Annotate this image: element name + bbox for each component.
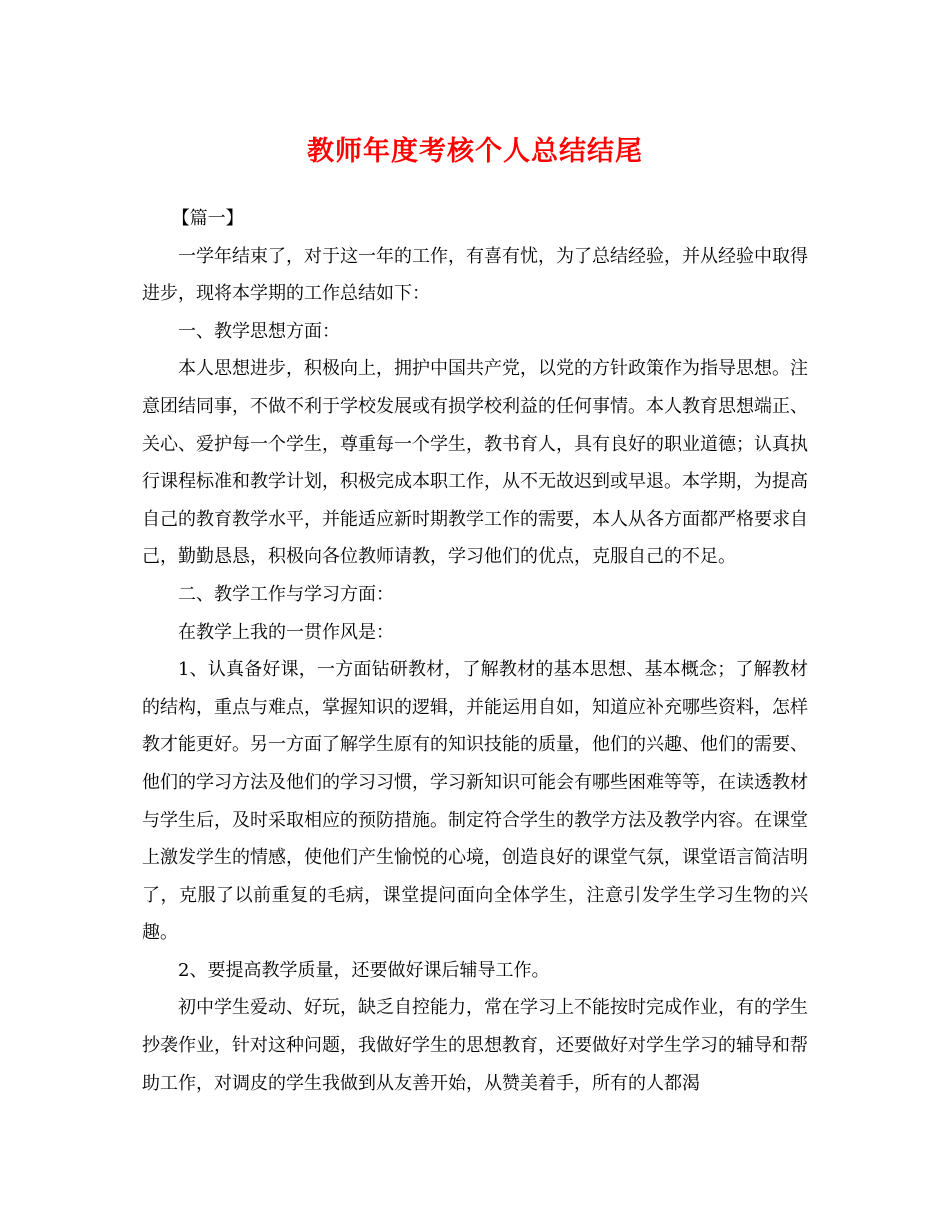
- student-guidance-paragraph: 初中学生爱动、好玩，缺乏自控能力，常在学习上不能按时完成作业，有的学生抄袭作业，针对这种问题，我做好学生的思想教育，还要做好对学生学习的辅导和帮助工作，对调皮的学生我做到从友善开始，从赞美着手，所有的人都渴: [142, 997, 808, 1094]
- intro-paragraph: 一学年结束了，对于这一年的工作，有喜有忧，为了总结经验，并从经验中取得进步，现将本学期的工作总结如下：: [142, 245, 808, 305]
- section-heading-part-one: 【篇一】: [171, 208, 244, 229]
- section-heading-teaching-thought: 一、教学思想方面：: [178, 320, 340, 342]
- lesson-preparation-paragraph: 1、认真备好课，一方面钻研教材，了解教材的基本思想、基本概念；了解教材的结构，重点与难点，掌握知识的逻辑，并能运用自如，知道应补充哪些资料，怎样教才能更好。另一方面了解学生原有的知识技能的质量，他们的兴趣、他们的需要、他们的学习方法及他们的学习习惯，学习新知识可能会有哪些困难等等，在读透教材与学生后，及时采取相应的预防措施。制定符合学生的教学方法及教学内容。在课堂上激发学生的情感，使他们产生愉悦的心境，创造良好的课堂气氛，课堂语言简洁明了，克服了以前重复的毛病，课堂提问面向全体学生，注意引发学生学习生物的兴趣。: [142, 659, 808, 944]
- document-title: 教师年度考核个人总结结尾: [307, 136, 643, 167]
- teaching-thought-paragraph: 本人思想进步，积极向上，拥护中国共产党，以党的方针政策作为指导思想。注意团结同事，不做不利于学校发展或有损学校利益的任何事情。本人教育思想端正、关心、爱护每一个学生，尊重每一个学生，教书育人，具有良好的职业道德；认真执行课程标准和教学计划，积极完成本职工作，从不无故迟到或早退。本学期，为提高自己的教育教学水平，并能适应新时期教学工作的需要，本人从各方面都严格要求自己，勤勤恳恳，积极向各位教师请教，学习他们的优点，克服自己的不足。: [142, 358, 808, 568]
- document-body: [142, 200, 808, 1102]
- after-class-tutoring-paragraph: 2、要提高教学质量，还要做好课后辅导工作。: [178, 959, 550, 981]
- teaching-style-paragraph: 在教学上我的一贯作风是：: [178, 621, 394, 643]
- section-heading-teaching-work: 二、教学工作与学习方面：: [178, 583, 394, 605]
